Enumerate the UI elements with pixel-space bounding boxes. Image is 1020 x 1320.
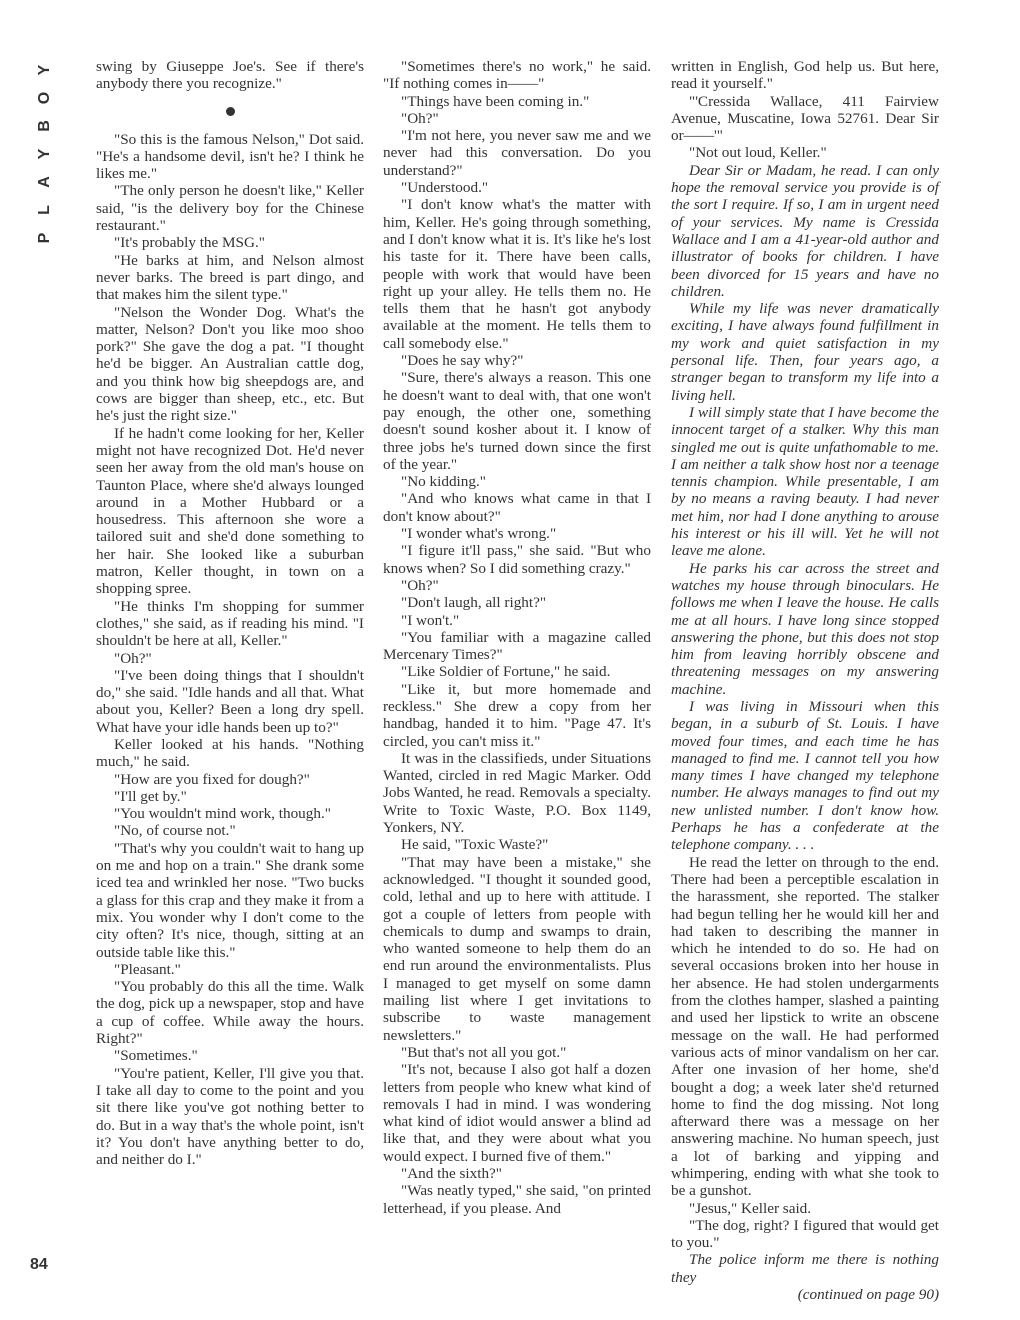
paragraph: "You familiar with a magazine called Mercenary Times?" <box>383 628 651 664</box>
paragraph: "Nelson the Wonder Dog. What's the matter, Nelson? Don't you like moo shoo pork?" She gave the dog a pat. "I thought he'd be bigger. An Australian cattle dog, and you think how big sheepdogs are, and cows are bigger than sheep, etc., etc. But he's just the right size." <box>96 303 364 425</box>
paragraph: "I'll get by." <box>114 787 187 805</box>
paragraph: "I don't know what's the matter with him, Keller. He's going through something, and I don't know what it is. It's like he's lost his taste for it. There have been calls, people with work that would have been right up your alley. He tells them no. He tells them that he hasn't got anybody available at the moment. He tells them to call somebody else." <box>383 196 651 352</box>
paragraph: "Sometimes." <box>114 1047 198 1065</box>
paragraph: "You're patient, Keller, I'll give you that. I take all day to come to the point and you sit there like you've got nothing better to do. But in a way that's the whole point, isn't it? You don't have anything better to do, and neither do I." <box>96 1064 364 1169</box>
letter-paragraph: He parks his car across the street and watches my house through binoculars. He follows me when I leave the house. He calls me at all hours. I have long since stopped answering the phone, but this does not stop him from leaving horribly obscene and threatening messages on my answering machine. <box>671 559 939 698</box>
paragraph: "I've been doing things that I shouldn't do," she said. "Idle hands and all that. What about you, Keller? Been a long dry spell. What have your idle hands been up to?" <box>96 666 364 736</box>
paragraph: "But that's not all you got." <box>401 1043 567 1061</box>
text-column-2 <box>383 58 651 1217</box>
paragraph: "I wonder what's wrong." <box>401 525 557 543</box>
paragraph: Keller looked at his hands. "Nothing much," he said. <box>96 735 364 771</box>
paragraph: "That may have been a mistake," she acknowledged. "I thought it sounded good, cold, lethal and up to here with attitude. I got a couple of letters from people with chemicals to dump and swamps to drain, who wanted someone to help them do an end run around the environmentalists. Plus I managed to get myself on some damn mailing list where I get invitations to subscribe to waste management newsletters." <box>383 853 651 1044</box>
paragraph: "Jesus," Keller said. <box>689 1199 812 1217</box>
page-number: 84 <box>30 1256 48 1273</box>
sidebar-letter: A <box>36 176 53 188</box>
paragraph: "Pleasant." <box>114 960 181 978</box>
paragraph: "So this is the famous Nelson," Dot said. "He's a handsome devil, isn't he? I think he likes me." <box>96 130 364 183</box>
letter-paragraph: While my life was never dramatically exciting, I have always found fulfillment in my work and quiet satisfaction in my personal life. Then, four years ago, a stranger began to transform my life into a living hell. <box>671 300 939 404</box>
paragraph: written in English, God help us. But here, read it yourself." <box>671 58 939 93</box>
paragraph: "Things have been coming in." <box>401 92 590 110</box>
paragraph: "Oh?" <box>114 649 152 667</box>
paragraph: "Oh?" <box>401 109 439 127</box>
paragraph: "The only person he doesn't like," Keller said, "is the delivery boy for the Chinese restaurant." <box>96 182 364 235</box>
paragraph: If he hadn't come looking for her, Keller might not have recognized Dot. He'd never seen her away from the old man's house on Taunton Place, where she'd always lounged around in a Mother Hubbard or a housedress. This afternoon she wore a tailored suit and she'd done something to her hair. She looked like a suburban matron, Keller thought, in town on a shopping spree. <box>96 424 364 598</box>
paragraph: swing by Giuseppe Joe's. See if there's anybody there you recognize." <box>96 58 364 93</box>
paragraph: "And the sixth?" <box>401 1165 502 1182</box>
paragraph: "That's why you couldn't wait to hang up on me and hop on a train." She drank some iced tea and wrinkled her nose. "Two bucks a glass for this crap and they make it from a mix. You wonder why I don't come to the city often? It's nice, though, sitting at an outside table like this." <box>96 839 364 961</box>
sidebar-letter: O <box>36 91 53 105</box>
text-column-3 <box>671 58 939 1303</box>
paragraph: "It's not, because I also got half a dozen letters from people who knew what kind of removals I had in mind. I was wondering what kind of idiot would answer a blind ad like that, and they were about what you would expect. I burned five of them." <box>383 1061 651 1165</box>
continued-note: (continued on page 90) <box>797 1286 939 1304</box>
paragraph: "Oh?" <box>401 576 439 594</box>
paragraph: "Sure, there's always a reason. This one he doesn't want to deal with, that one won't pay enough, the other one, something doesn't sound kosher about it. I know of three jobs he's turned down since the first of the year." <box>383 369 651 473</box>
paragraph: "How are you fixed for dough?" <box>114 770 310 788</box>
paragraph: "And who knows what came in that I don't know about?" <box>383 490 651 525</box>
paragraph: "Understood." <box>401 179 489 197</box>
paragraph: "I won't." <box>401 611 460 629</box>
paragraph: It was in the classifieds, under Situations Wanted, circled in red Magic Marker. Odd Jobs Wanted, he read. Removals a specialty. Write to Toxic Waste, P.O. Box 1149, Yonkers, NY. <box>383 749 651 837</box>
sidebar-letter: L <box>36 205 53 215</box>
text-column-1 <box>96 58 364 1168</box>
paragraph: "'Cressida Wallace, 411 Fairview Avenue, Muscatine, Iowa 52761. Dear Sir or——'" <box>671 92 939 145</box>
magazine-name-vertical <box>33 56 57 252</box>
paragraph: "Like Soldier of Fortune," he said. <box>401 663 611 681</box>
letter-paragraph: The police inform me there is nothing they <box>671 1251 939 1286</box>
paragraph: "He barks at him, and Nelson almost never barks. The breed is part dingo, and that makes him the silent type." <box>96 251 364 304</box>
paragraph: "No kidding." <box>401 473 486 491</box>
paragraph: He said, "Toxic Waste?" <box>401 836 549 854</box>
paragraph: "Not out loud, Keller." <box>689 144 827 162</box>
paragraph: "Does he say why?" <box>401 352 524 370</box>
section-break-bullet <box>96 93 364 131</box>
sidebar-letter: B <box>36 120 53 132</box>
paragraph: "Like it, but more homemade and reckless." She drew a copy from her handbag, handed it to him. "Page 47. It's circled, you can't miss it." <box>383 680 651 750</box>
paragraph: "You probably do this all the time. Walk the dog, pick up a newspaper, stop and have a cup of coffee. While away the hours. Right?" <box>96 978 364 1048</box>
paragraph: "Don't laugh, all right?" <box>401 594 547 612</box>
letter-paragraph: I will simply state that I have become the innocent target of a stalker. Why this man singled me out is quite unfathomable to me. I am neither a talk show host nor a teenage tennis champion. While presentable, I am by no means a raving beauty. I had never met him, nor had I done anything to arouse his interest or his ill will. Yet he will not leave me alone. <box>671 403 939 560</box>
paragraph: "It's probably the MSG." <box>114 234 265 252</box>
paragraph: "No, of course not." <box>114 822 236 840</box>
sidebar-letter: P <box>36 232 53 244</box>
sidebar-letter: Y <box>36 64 53 76</box>
paragraph: "I figure it'll pass," she said. "But who knows when? So I did something crazy." <box>383 542 651 577</box>
letter-paragraph: I was living in Missouri when this began, in a suburb of St. Louis. I have moved four times, and each time he has managed to find me. I cannot tell you how many times I have changed my telephone number. He always manages to find out my new unlisted number. I don't know how. Perhaps he has a confederate at the telephone company. . . . <box>671 697 939 854</box>
paragraph: "Sometimes there's no work," he said. "If nothing comes in——" <box>383 58 651 93</box>
paragraph: "I'm not here, you never saw me and we never had this conversation. Do you understand?" <box>383 127 651 179</box>
paragraph: "Was neatly typed," she said, "on printed letterhead, if you please. And <box>383 1182 651 1217</box>
letter-paragraph: Dear Sir or Madam, he read. I can only hope the removal service you provide is of the sort I require. If so, I am in urgent need of your services. My name is Cressida Wallace and I am a 41-year-old author and illustrator of books for children. I have been divorced for 15 years and have no children. <box>671 161 939 300</box>
paragraph: "You wouldn't mind work, though." <box>114 805 331 823</box>
paragraph: "He thinks I'm shopping for summer clothes," she said, as if reading his mind. "I shouldn't be here at all, Keller." <box>96 597 364 650</box>
sidebar-letter: Y <box>36 148 53 160</box>
paragraph: "The dog, right? I figured that would get to you." <box>671 1216 939 1252</box>
paragraph: He read the letter on through to the end. There had been a perceptible escalation in the harassment, she reported. The stalker had begun telling her he would kill her and had taken to describing the manner in which he intended to do so. He had on several occasions broken into her house in her absence. He had stolen undergarments from the clothes hamper, slashed a painting and used her lipstick to write an obscene message on the wall. He had performed various acts of minor vandalism on her car. After one invasion of her home, she'd bought a dog; a week later she'd returned home to find the dog missing. Not long afterward there was a message on her answering machine. No human speech, just a lot of barking and yipping and whimpering, ending with what she took to be a gunshot. <box>671 853 939 1200</box>
